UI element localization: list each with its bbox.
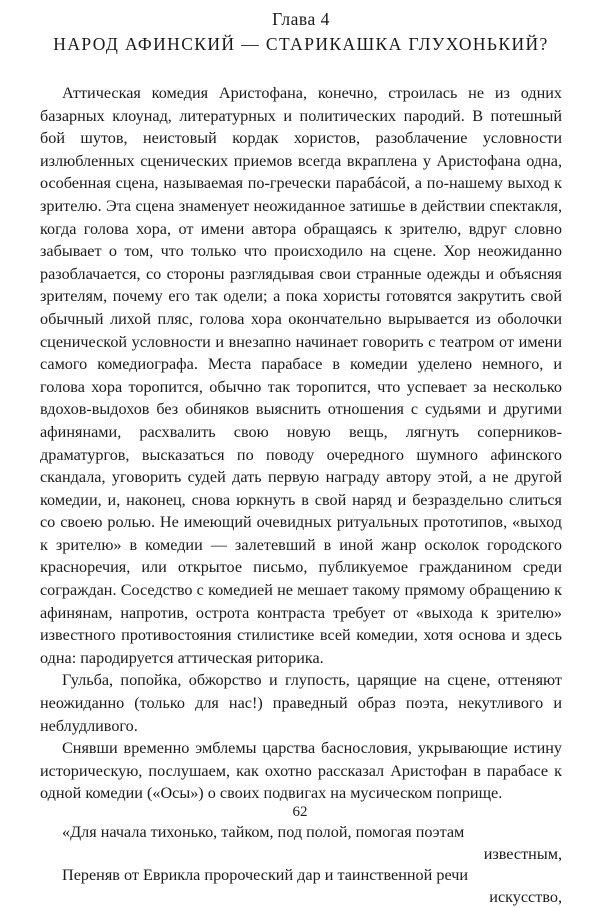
verse-line-1: [62, 822, 562, 865]
paragraph-1: Аттическая комедия Аристофана, конечно, строилась не из одних базарных клоунад, литературных и политических пародий. В потешный бой шутов, неистовый кордак хористов, разоблачение условности излюбленных сценических приемов всегда вкраплена у Аристофана одна, особенная сцена, называемая по-гречески парабáсой, а по-нашему выход к зрителю. Эта сцена знаменует неожиданное затишье в действии спектакля, когда голова хора, от имени автора обращаясь к зрителю, вдруг словно забывает о том, что только что происходило на сцене. Хор неожиданно разоблачается, со стороны разглядывая свои странные одежды и объясняя зрителям, почему его так одели; а пока хористы готовятся закрутить свой обычный лихой пляс, голова хора окончательно вырывается из оболочки сценической условности и внезапно начинает говорить с театром от имени самого комедиографа. Места парабасе в комедии уделено немного, и голова хора торопится, обычно так торопится, что успевает за несколько вдохов-выдохов без обиняков выяснить отношения с судьями и другими афинянами, расхвалить свою новую вещь, лягнуть соперников-драматургов, высказаться по поводу очередного шумного афинского скандала, уговорить судей дать первую награду автору этой, а не другой комедии, и, наконец, снова юркнуть в свой наряд и безраздельно слиться со своею ролью. Не имеющий очевидных ритуальных прототипов, «выход к зрителю» в комедии — залетевший в иной жанр осколок городского красноречия, или открытое письмо, публикуемое гражданином среди сограждан. Соседство с комедией не мешает такому прямому обращению к афинянам, напротив, острота контраста требует от «выхода к зрителю» известного противостояния стилистике всей комедии, хотя основа и здесь одна: пародируется аттическая риторика.: [40, 82, 562, 669]
verse-line-1-continuation: известным,: [62, 844, 562, 866]
verse-line-2: [62, 865, 562, 908]
verse-line-1-text: «Для начала тихонько, тайком, под полой, помогая поэтам: [62, 822, 562, 844]
paragraph-3: Снявши временно эмблемы царства баснословия, укрывающие истину историческую, послушаем, как охотно рассказал Аристофан в парабасе к одной комедии («Осы») о своих подвигах на мусическом поприще.: [40, 737, 562, 805]
body-text: [40, 82, 562, 805]
verse-line-2-text: Переняв от Еврикла пророческий дар и таинственной речи: [62, 865, 562, 887]
page-number: 62: [0, 804, 600, 821]
verse-line-2-continuation: искусство,: [62, 887, 562, 908]
chapter-title: НАРОД АФИНСКИЙ — СТАРИКАШКА ГЛУХОНЬКИЙ?: [40, 32, 562, 56]
chapter-heading: Глава 4: [40, 8, 562, 30]
paragraph-2: Гульба, попойка, обжорство и глупость, царящие на сцене, оттеняют неожиданно (только для нас!) праведный образ поэта, некутливого и неблудливого.: [40, 669, 562, 737]
verse-quote: [40, 822, 562, 908]
